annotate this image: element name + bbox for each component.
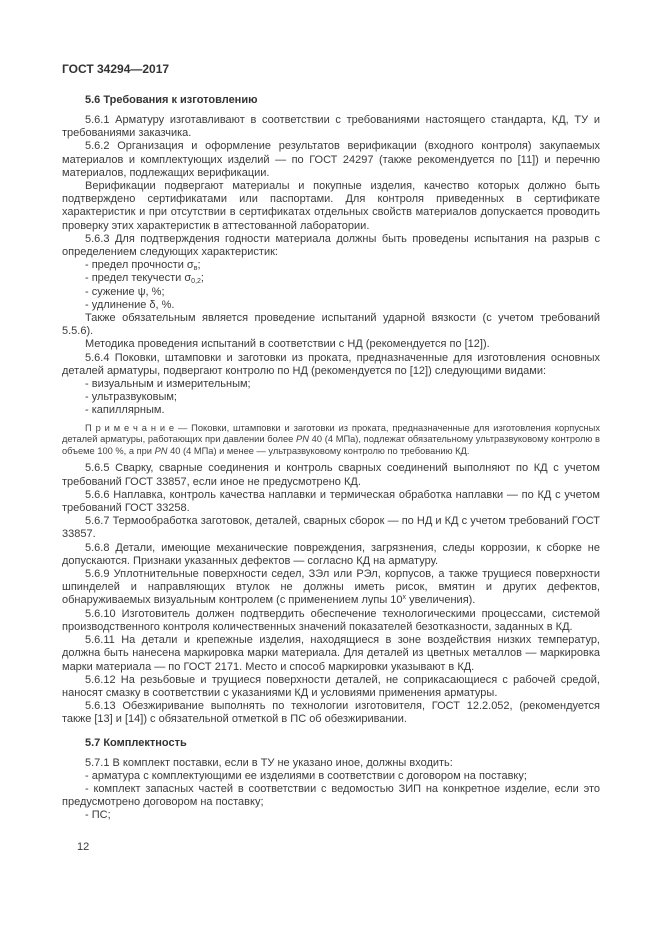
list-item-spares: - комплект запасных частей в соответствии с ведомостью ЗИП на конкретное изделие, если это предусмотрено договором на поставку; (62, 782, 600, 809)
section-heading-5-7: 5.7 Комплектность (85, 736, 187, 749)
paragraph-verification: Верификации подвергают материалы и покупные изделия, качество которых должно быть подтверждено сертификатами или паспортами. Для контроля приведенных в сертификате характеристик и при отсутствии в сертификатах отдельных свойств материалов допускается проводить проверку этих характеристик в аттестованной лаборатории. (62, 180, 600, 232)
list-item-passport: - ПС; (85, 809, 111, 822)
paragraph-5-6-3: 5.6.3 Для подтверждения годности материала должны быть проведены испытания на разрыв с определением следующих характеристик: (62, 232, 600, 259)
paragraph-5-6-9: 5.6.9 Уплотнительные поверхности седел, ЗЭл или РЭл, корпусов, а также трущиеся поверхности шпинделей и направляющих втулок не должны иметь рисок, вмятин и других дефектов, обнаруживаемых визуальным контролем (с применением лупы $10^х$ увеличения). (62, 568, 600, 607)
paragraph-5-6-11: 5.6.11 На детали и крепежные изделия, находящиеся в зоне воздействия низких температур, должна быть нанесена маркировка марки материала. Для деталей из цветных металлов — маркировка марки материала — по ГОСТ 2171. Место и способ маркировки указывают в КД. (62, 634, 600, 673)
list-item-reduction: - сужение ψ, %; (85, 285, 165, 298)
paragraph-5-6-12: 5.6.12 На резьбовые и трущиеся поверхности деталей, не соприкасающиеся с рабочей средой, наносят смазку в соответствии с указаниями КД и условиями применения арматуры. (62, 673, 600, 699)
paragraph-5-6-4: 5.6.4 Поковки, штамповки и заготовки из проката, предназначенные для изготовления основных деталей арматуры, подвергают контролю по НД (рекомендуется по [12]) следующими видами: (62, 351, 600, 377)
paragraph-5-7-1: 5.7.1 В комплект поставки, если в ТУ не указано иное, должны входить: (85, 756, 453, 769)
list-item-ultrasonic: - ультразвуковым; (85, 391, 177, 404)
paragraph-impact-tests: Также обязательным является проведение испытаний ударной вязкости (с учетом требований 5.5.6). (62, 312, 600, 338)
paragraph-5-6-6: 5.6.6 Наплавка, контроль качества наплавки и термическая обработка наплавки — по КД с учетом требований ГОСТ 33258. (62, 488, 600, 515)
paragraph-test-method: Методика проведения испытаний в соответствии с НД (рекомендуется по [12]). (85, 338, 490, 351)
note-paragraph: П р и м е ч а н и е — Поковки, штамповки и заготовки из проката, предназначенные для изготовления корпусных деталей арматуры, работающих при давлении более PN 40 (4 МПа), подлежат обязательному ультразвуковому контролю в объеме 100 %, а при PN 40 (4 МПа) и менее — ультразвуковому контролю по требованию КД. (62, 422, 600, 456)
paragraph-5-6-13: 5.6.13 Обезжиривание выполнять по технологии изготовителя, ГОСТ 12.2.052, (рекомендуется также [13] и [14]) с обязательной отметкой в ПС об обезжиривании. (62, 700, 600, 726)
list-item-armature: - арматура с комплектующими ее изделиями в соответствии с договором на поставку; (85, 769, 527, 782)
list-item-strength: - предел прочности $\sigma_в$; (85, 259, 201, 273)
list-item-capillary: - капиллярным. (85, 404, 165, 417)
paragraph-5-6-10: 5.6.10 Изготовитель должен подтвердить обеспечение технологическими процессами, системой производственного контроля количественных значений показателей безотказности, заданных в КД. (62, 607, 600, 633)
list-item-elongation: - удлинение δ, %. (85, 298, 175, 311)
paragraph-5-6-2: 5.6.2 Организация и оформление результатов верификации (входного контроля) закупаемых материалов и комплектующих изделий — по ГОСТ 24297 (также рекомендуется по [11]) и перечню материалов, подлежащих верификации. (62, 140, 600, 179)
paragraph-5-6-8: 5.6.8 Детали, имеющие механические повреждения, загрязнения, следы коррозии, к сборке не допускаются. Признаки указанных дефектов — согласно КД на арматуру. (62, 541, 600, 567)
page-content (62, 62, 600, 823)
page-number: 12 (77, 841, 90, 853)
list-item-visual: - визуальным и измерительным; (85, 378, 251, 391)
paragraph-5-6-1: 5.6.1 Арматуру изготавливают в соответствии с требованиями настоящего стандарта, КД, ТУ и требованиями заказчика. (62, 114, 600, 140)
paragraph-5-6-5: 5.6.5 Сварку, сварные соединения и контроль сварных соединений выполняют по КД с учетом требований ГОСТ 33857, если иное не предусмотрено КД. (62, 462, 600, 488)
list-item-yield: - предел текучести $\sigma_{0,2}$; (85, 272, 204, 286)
standard-number-header: ГОСТ 34294—2017 (62, 62, 170, 76)
paragraph-5-6-7: 5.6.7 Термообработка заготовок, деталей, сварных сборок — по НД и КД с учетом требований ГОСТ 33857. (62, 515, 600, 541)
section-heading-5-6: 5.6 Требования к изготовлению (85, 94, 258, 106)
